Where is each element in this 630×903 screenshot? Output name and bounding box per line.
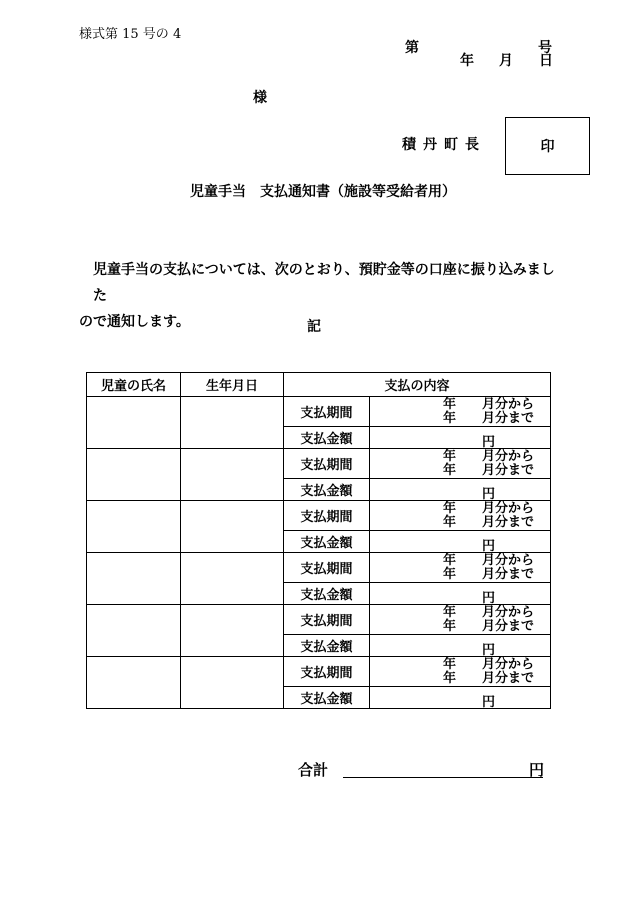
from-year-label: 年 (443, 397, 457, 412)
to-year-label: 年 (443, 671, 457, 686)
child-name-cell[interactable] (87, 397, 181, 449)
to-year-label: 年 (443, 411, 457, 426)
period-to-line (370, 464, 550, 478)
to-month-label: 月分まで (482, 463, 535, 478)
to-month-label: 月分まで (482, 515, 535, 530)
from-month-label: 月分から (482, 553, 535, 568)
table-row (87, 449, 551, 479)
from-month-label: 月分から (482, 657, 535, 672)
table-row (87, 553, 551, 583)
header-birth-date: 生年月日 (181, 373, 284, 397)
amount-yen-unit: 円 (482, 435, 496, 450)
table-row (87, 501, 551, 531)
amount-label: 支払金額 (284, 479, 370, 501)
child-name-cell[interactable] (87, 449, 181, 501)
amount-yen-unit: 円 (482, 643, 496, 658)
to-year-label: 年 (443, 619, 457, 634)
amount-label: 支払金額 (284, 687, 370, 709)
period-value-cell[interactable] (370, 605, 551, 635)
table-header-row (87, 373, 551, 397)
total-amount-line[interactable] (343, 777, 543, 778)
to-month-label: 月分まで (482, 411, 535, 426)
header-child-name: 児童の氏名 (87, 373, 181, 397)
period-label: 支払期間 (284, 605, 370, 635)
period-to-line (370, 516, 550, 530)
period-label: 支払期間 (284, 449, 370, 479)
recipient-suffix: 様 (253, 90, 267, 106)
period-from-line (370, 450, 550, 464)
amount-yen-unit: 円 (482, 695, 496, 710)
amount-label: 支払金額 (284, 635, 370, 657)
body-line-2: ので通知します。 (79, 314, 190, 330)
birth-date-cell[interactable] (181, 657, 284, 709)
birth-date-cell[interactable] (181, 501, 284, 553)
to-month-label: 月分まで (482, 671, 535, 686)
to-year-label: 年 (443, 567, 457, 582)
body-line-1: 児童手当の支払については、次のとおり、預貯金等の口座に振り込みまし た (93, 262, 555, 304)
period-from-line (370, 398, 550, 412)
from-year-label: 年 (443, 605, 457, 620)
period-value-cell[interactable] (370, 397, 551, 427)
amount-value-cell[interactable] (370, 635, 551, 657)
period-label: 支払期間 (284, 397, 370, 427)
period-to-line (370, 672, 550, 686)
birth-date-cell[interactable] (181, 397, 284, 449)
period-from-line (370, 554, 550, 568)
child-name-cell[interactable] (87, 553, 181, 605)
header-payment-content: 支払の内容 (284, 373, 551, 397)
seal-box (505, 117, 590, 175)
date-month-label: 月 (499, 53, 513, 69)
payment-table (86, 372, 551, 709)
from-month-label: 月分から (482, 397, 535, 412)
table-row (87, 605, 551, 635)
amount-yen-unit: 円 (482, 487, 496, 502)
from-month-label: 月分から (482, 501, 535, 516)
period-value-cell[interactable] (370, 501, 551, 531)
from-year-label: 年 (443, 657, 457, 672)
total-label: 合計 (298, 761, 329, 779)
period-to-line (370, 620, 550, 634)
birth-date-cell[interactable] (181, 449, 284, 501)
amount-yen-unit: 円 (482, 591, 496, 606)
birth-date-cell[interactable] (181, 605, 284, 657)
amount-yen-unit: 円 (482, 539, 496, 554)
period-to-line (370, 412, 550, 426)
amount-label: 支払金額 (284, 427, 370, 449)
to-year-label: 年 (443, 463, 457, 478)
child-name-cell[interactable] (87, 657, 181, 709)
table-row (87, 657, 551, 687)
amount-label: 支払金額 (284, 583, 370, 605)
period-value-cell[interactable] (370, 657, 551, 687)
doc-number-suffix: 号 (538, 40, 552, 56)
payment-table-body (87, 397, 551, 709)
amount-value-cell[interactable] (370, 479, 551, 501)
amount-value-cell[interactable] (370, 427, 551, 449)
from-month-label: 月分から (482, 605, 535, 620)
sender-title: 積丹町長 (402, 137, 486, 153)
amount-value-cell[interactable] (370, 583, 551, 605)
document-title: 児童手当 支払通知書（施設等受給者用） (190, 184, 456, 200)
child-name-cell[interactable] (87, 501, 181, 553)
doc-number-prefix: 第 (405, 40, 419, 56)
period-label: 支払期間 (284, 657, 370, 687)
period-to-line (370, 568, 550, 582)
ki-heading: 記 (307, 319, 321, 335)
period-from-line (370, 502, 550, 516)
form-number: 様式第 15 号の 4 (79, 27, 182, 42)
amount-value-cell[interactable] (370, 531, 551, 553)
total-yen-unit: 円 (529, 761, 545, 779)
period-value-cell[interactable] (370, 449, 551, 479)
period-value-cell[interactable] (370, 553, 551, 583)
date-day-label: 日 (539, 53, 553, 69)
from-year-label: 年 (443, 553, 457, 568)
date-year-label: 年 (460, 53, 474, 69)
from-year-label: 年 (443, 449, 457, 464)
period-label: 支払期間 (284, 553, 370, 583)
period-from-line (370, 606, 550, 620)
child-name-cell[interactable] (87, 605, 181, 657)
from-month-label: 月分から (482, 449, 535, 464)
period-label: 支払期間 (284, 501, 370, 531)
to-year-label: 年 (443, 515, 457, 530)
table-row (87, 397, 551, 427)
period-from-line (370, 658, 550, 672)
birth-date-cell[interactable] (181, 553, 284, 605)
from-year-label: 年 (443, 501, 457, 516)
amount-value-cell[interactable] (370, 687, 551, 709)
to-month-label: 月分まで (482, 567, 535, 582)
amount-label: 支払金額 (284, 531, 370, 553)
seal-label: 印 (540, 139, 555, 155)
to-month-label: 月分まで (482, 619, 535, 634)
